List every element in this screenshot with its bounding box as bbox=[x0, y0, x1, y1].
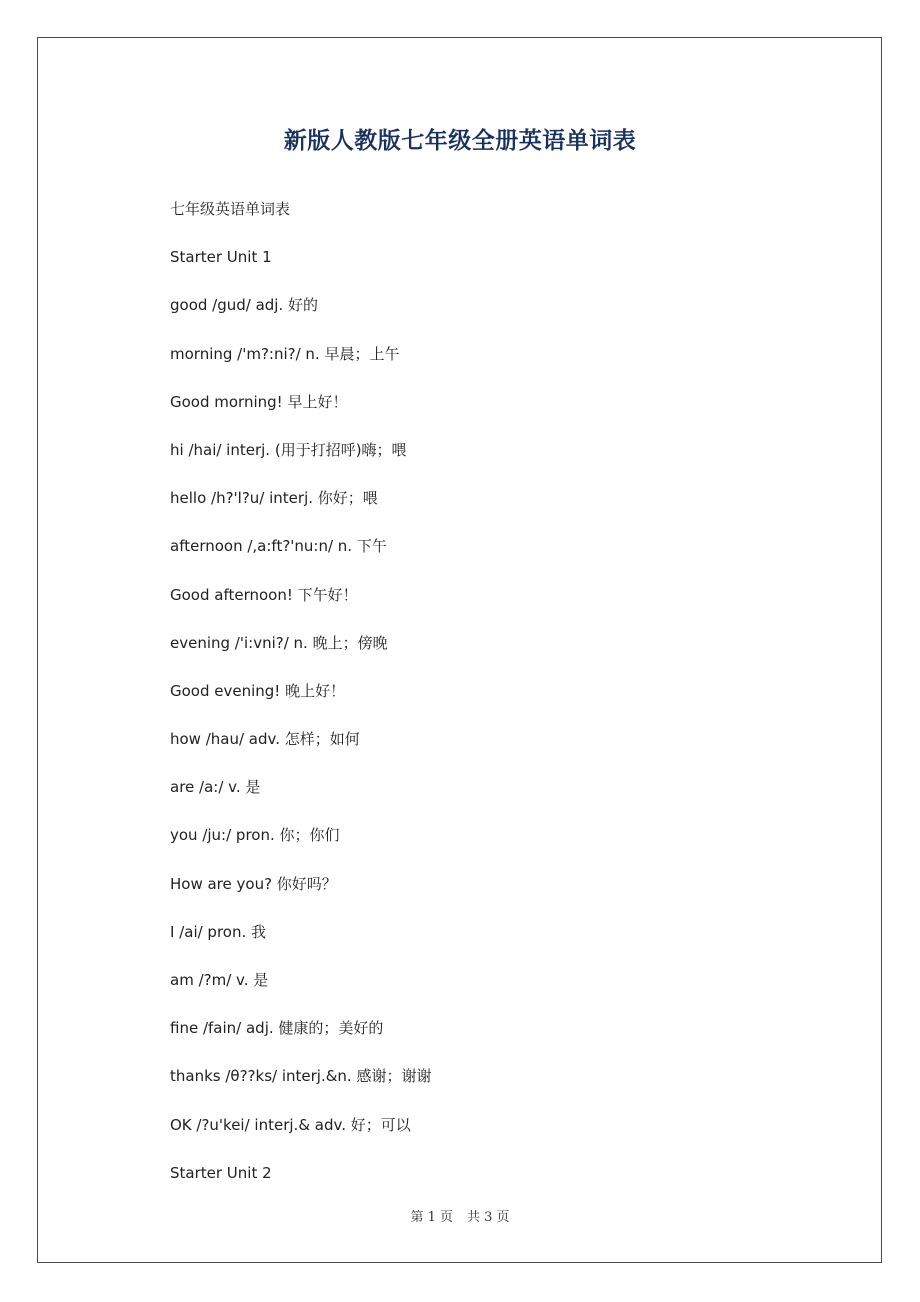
list-item: hi /hai/ interj. (用于打招呼)嗨；喂 bbox=[170, 440, 407, 459]
list-item: good /gud/ adj. 好的 bbox=[170, 296, 319, 315]
list-item: evening /'i:vni?/ n. 晚上；傍晚 bbox=[170, 633, 388, 652]
list-item: are /a:/ v. 是 bbox=[170, 778, 261, 797]
list-item: Good morning! 早上好！ bbox=[170, 392, 348, 411]
page-footer bbox=[0, 1206, 920, 1225]
list-item: Starter Unit 1 bbox=[170, 248, 272, 267]
list-item: I /ai/ pron. 我 bbox=[170, 922, 267, 941]
list-item: thanks /θ??ks/ interj.&n. 感谢；谢谢 bbox=[170, 1067, 432, 1086]
list-item: How are you? 你好吗？ bbox=[170, 874, 337, 893]
list-item: hello /h?'l?u/ interj. 你好；喂 bbox=[170, 489, 378, 508]
list-item: afternoon /,a:ft?'nu:n/ n. 下午 bbox=[170, 537, 387, 556]
list-item: OK /?u'kei/ interj.& adv. 好；可以 bbox=[170, 1115, 411, 1134]
list-item: you /ju:/ pron. 你；你们 bbox=[170, 826, 340, 845]
list-item: Starter Unit 2 bbox=[170, 1163, 272, 1182]
list-item: morning /'m?:ni?/ n. 早晨；上午 bbox=[170, 344, 400, 363]
list-item: Good evening! 晚上好！ bbox=[170, 681, 346, 700]
page-number: 第 1 页 bbox=[410, 1210, 453, 1225]
list-item: 七年级英语单词表 bbox=[170, 200, 291, 218]
list-item: fine /fain/ adj. 健康的；美好的 bbox=[170, 1019, 384, 1038]
word-list bbox=[170, 196, 850, 1208]
list-item: how /hau/ adv. 怎样；如何 bbox=[170, 730, 360, 749]
document-title: 新版人教版七年级全册英语单词表 bbox=[283, 128, 637, 154]
list-item: Good afternoon! 下午好！ bbox=[170, 585, 358, 604]
page-total: 共 3 页 bbox=[467, 1210, 510, 1225]
list-item: am /?m/ v. 是 bbox=[170, 971, 269, 989]
